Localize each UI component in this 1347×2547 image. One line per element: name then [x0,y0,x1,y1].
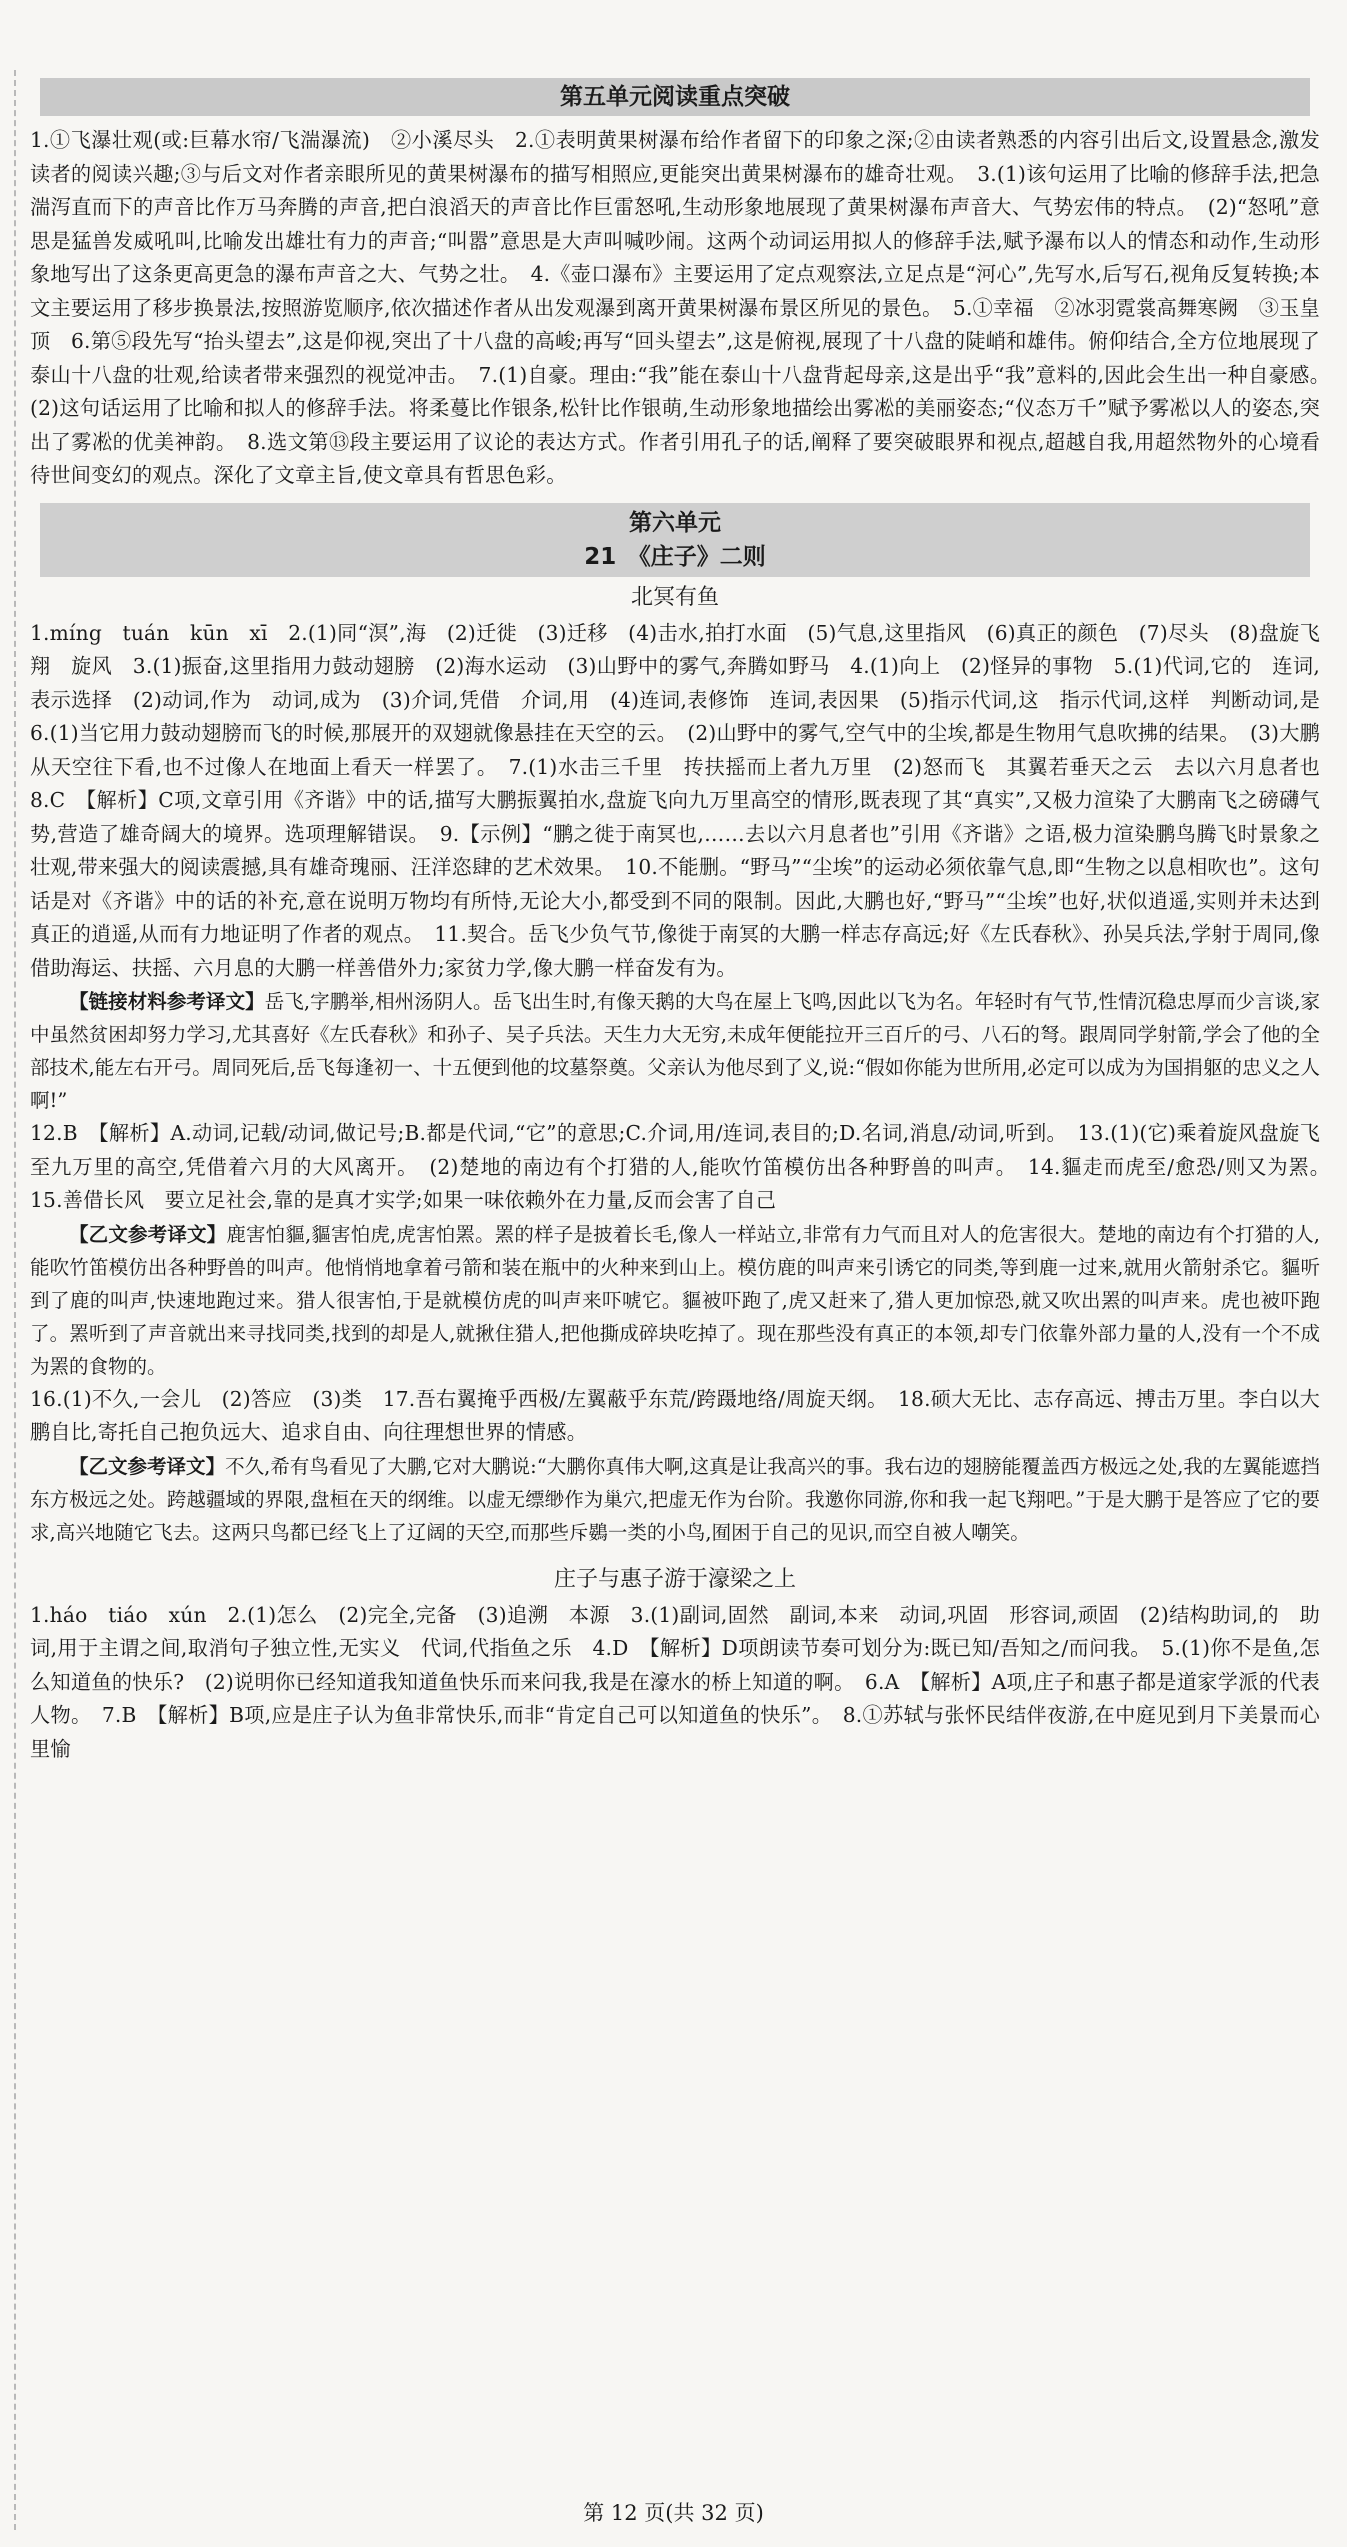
unit6-title: 第六单元 [629,509,721,536]
part1-answers: 1.míng tuán kūn xī 2.(1)同“溟”,海 (2)迁徙 (3)迁移 (4)击水,拍打水面 (5)气息,这里指风 (6)真正的颜色 (7)尽头 (8)盘旋飞翔 旋风 3.(1)振奋,这里指用力鼓动翅膀 (2)海水运动 (3)山野中的雾气,奔腾如野马 4.(1)向上 (2)怪异的事物 5.(1)代词,它的 连词,表示选择 (2)动词,作为 动词,成为 (3)介词,凭借 介词,用 (4)连词,表修饰 连词,表因果 (5)指示代词,这 指示代词,这样 判断动词,是 6.(1)当它用力鼓动翅膀而飞的时候,那展开的双翅就像悬挂在天空的云。 (2)山野中的雾气,空气中的尘埃,都是生物用气息吹拂的结果。 (3)大鹏从天空往下看,也不过像人在地面上看天一样罢了。 7.(1)水击三千里 抟扶摇而上者九万里 (2)怒而飞 其翼若垂天之云 去以六月息者也 8.C 【解析】C项,文章引用《齐谐》中的话,描写大鹏振翼拍水,盘旋飞向九万里高空的情形,既表现了其“真实”,又极力渲染了大鹏南飞之磅礴气势,营造了雄奇阔大的境界。选项理解错误。 9.【示例】“鹏之徙于南冥也,……去以六月息者也”引用《齐谐》之语,极力渲染鹏鸟腾飞时景象之壮观,带来强大的阅读震撼,具有雄奇瑰丽、汪洋恣肆的艺术效果。 10.不能删。“野马”“尘埃”的运动必须依靠气息,即“生物之以息相吹也”。这句话是对《齐谐》中的话的补充,意在说明万物均有所恃,无论大小,都受到不同的限制。因此,大鹏也好,“野马”“尘埃”也好,状似逍遥,实则并未达到真正的逍遥,从而有力地证明了作者的观点。 11.契合。岳飞少负气节,像徙于南冥的大鹏一样志存高远;好《左氏春秋》、孙吴兵法,学射于周同,像借助海运、扶摇、六月息的大鹏一样善借外力;家贫力学,像大鹏一样奋发有为。 [30,620,1341,980]
translation-2-label: 【乙文参考译文】 [69,1222,227,1246]
translation-2-text: 鹿害怕貙,貙害怕虎,虎害怕罴。罴的样子是披着长毛,像人一样站立,非常有力气而且对人的危害很大。楚地的南边有个打猎的人,能吹竹笛模仿出各种野兽的叫声。他悄悄地拿着弓箭和装在瓶中的火种来到山上。模仿鹿的叫声来引诱它的同类,等到鹿一过来,就用火箭射杀它。貙听到了鹿的叫声,快速地跑过来。猎人很害怕,于是就模仿虎的叫声来吓唬它。貙被吓跑了,虎又赶来了,猎人更加惊恐,就又吹出罴的叫声来。虎也被吓跑了。罴听到了声音就出来寻找同类,找到的却是人,就揪住猎人,把他撕成碎块吃掉了。现在那些没有真正的本领,却专门依靠外部力量的人,没有一个不成为罴的食物的。 [30,1222,1320,1378]
part1-answers-3: 16.(1)不久,一会儿 (2)答应 (3)类 17.吾右翼掩乎西极/左翼蔽乎东荒/跨蹑地络/周旋天纲。 18.硕大无比、志存高远、搏击万里。李白以大鹏自比,寄托自己抱负远大、追求自由、向往理想世界的情感。 [30,1386,1320,1444]
part2-title: 庄子与惠子游于濠梁之上 [553,1566,796,1592]
translation-1 [30,985,1320,1117]
unit6-heading [40,503,1310,577]
translation-3 [30,1450,1320,1549]
answer-page [30,78,1341,1766]
unit5-heading: 第五单元阅读重点突破 [40,78,1310,116]
translation-1-label: 【链接材料参考译文】 [69,990,265,1013]
translation-3-label: 【乙文参考译文】 [69,1454,226,1478]
translation-2 [30,1218,1320,1383]
unit5-answers: 1.①飞瀑壮观(或:巨幕水帘/飞湍瀑流) ②小溪尽头 2.①表明黄果树瀑布给作者留下的印象之深;②由读者熟悉的内容引出后文,设置悬念,激发读者的阅读兴趣;③与后文对作者亲眼所见的黄果树瀑布的描写相照应,更能突出黄果树瀑布的雄奇壮观。 3.(1)该句运用了比喻的修辞手法,把急湍泻直而下的声音比作万马奔腾的声音,把白浪滔天的声音比作巨雷怒吼,生动形象地展现了黄果树瀑布声音大、气势宏伟的特点。 (2)“怒吼”意思是猛兽发威吼叫,比喻发出雄壮有力的声音;“叫嚣”意思是大声叫喊吵闹。这两个动词运用拟人的修辞手法,赋予瀑布以人的情态和动作,生动形象地写出了这条更高更急的瀑布声音之大、气势之壮。 4.《壶口瀑布》主要运用了定点观察法,立足点是“河心”,先写水,后写石,视角反复转换;本文主要运用了移步换景法,按照游览顺序,依次描述作者从出发观瀑到离开黄果树瀑布景区所见的景色。 5.①幸福 ②冰羽霓裳高舞寒阙 ③玉皇顶 6.第⑤段先写“抬头望去”,这是仰视,突出了十八盘的高峻;再写“回头望去”,这是俯视,展现了十八盘的陡峭和雄伟。俯仰结合,全方位地展现了泰山十八盘的壮观,给读者带来强烈的视觉冲击。 7.(1)自豪。理由:“我”能在泰山十八盘背起母亲,这是出乎“我”意料的,因此会生出一种自豪感。 (2)这句话运用了比喻和拟人的修辞手法。将柔蔓比作银条,松针比作银萌,生动形象地描绘出雾凇的美丽姿态;“仪态万千”赋予雾凇以人的姿态,突出了雾凇的优美神韵。 8.选文第⑬段主要运用了议论的表达方式。作者引用孔子的话,阐释了要突破眼界和视点,超越自我,用超然物外的心境看待世间变幻的观点。深化了文章主旨,使文章具有哲思色彩。 [30,128,1341,487]
lesson-title: 21 《庄子》二则 [584,543,766,570]
part2-answers: 1.háo tiáo xún 2.(1)怎么 (2)完全,完备 (3)追溯 本源 3.(1)副词,固然 副词,本来 动词,巩固 形容词,顽固 (2)结构助词,的 助词,用于主谓之间,取消句子独立性,无实义 代词,代指鱼之乐 4.D 【解析】D项朗读节奏可划分为:既已知/吾知之/而问我。 5.(1)你不是鱼,怎么知道鱼的快乐? (2)说明你已经知道我知道鱼快乐而来问我,我是在濠水的桥上知道的啊。 6.A 【解析】A项,庄子和惠子都是道家学派的代表人物。 7.B 【解析】B项,应是庄子认为鱼非常快乐,而非“肯定自己可以知道鱼的快乐”。 8.①苏轼与张怀民结伴夜游,在中庭见到月下美景而心里愉 [30,1602,1320,1761]
binding-dashed-line [14,70,16,2530]
translation-1-text: 岳飞,字鹏举,相州汤阴人。岳飞出生时,有像天鹅的大鸟在屋上飞鸣,因此以飞为名。年轻时有气节,性情沉稳忠厚而少言谈,家中虽然贫困却努力学习,尤其喜好《左氏春秋》和孙子、吴子兵法。天生力大无穷,未成年便能拉开三百斤的弓、八石的弩。跟周同学射箭,学会了他的全部技术,能左右开弓。周同死后,岳飞每逢初一、十五便到他的坟墓祭奠。父亲认为他尽到了义,说:“假如你能为世所用,必定可以成为为国捐躯的忠义之人啊!” [30,990,1320,1112]
part1-title: 北冥有鱼 [630,584,719,610]
translation-3-text: 不久,希有鸟看见了大鹏,它对大鹏说:“大鹏你真伟大啊,这真是让我高兴的事。我右边的翅膀能覆盖西方极远之处,我的左翼能遮挡东方极远之处。跨越疆域的界限,盘桓在天的纲维。以虚无缥缈作为巢穴,把虚无作为台阶。我邀你同游,你和我一起飞翔吧。”于是大鹏于是答应了它的要求,高兴地随它飞去。这两只鸟都已经飞上了辽阔的天空,而那些斥鷃一类的小鸟,囿困于自己的见识,而空自被人嘲笑。 [30,1454,1320,1544]
part1-answers-2: 12.B 【解析】A.动词,记载/动词,做记号;B.都是代词,“它”的意思;C.介词,用/连词,表目的;D.名词,消息/动词,听到。 13.(1)(它)乘着旋风盘旋飞至九万里的高空,凭借着六月的大风离开。 (2)楚地的南边有个打猎的人,能吹竹笛模仿出各种野兽的叫声。 14.貙走而虎至/愈恐/则又为罴。 15.善借长风 要立足社会,靠的是真才实学;如果一味依赖外在力量,反而会害了自己 [30,1121,1341,1212]
page-number: 第 12 页(共 32 页) [583,2501,764,2525]
